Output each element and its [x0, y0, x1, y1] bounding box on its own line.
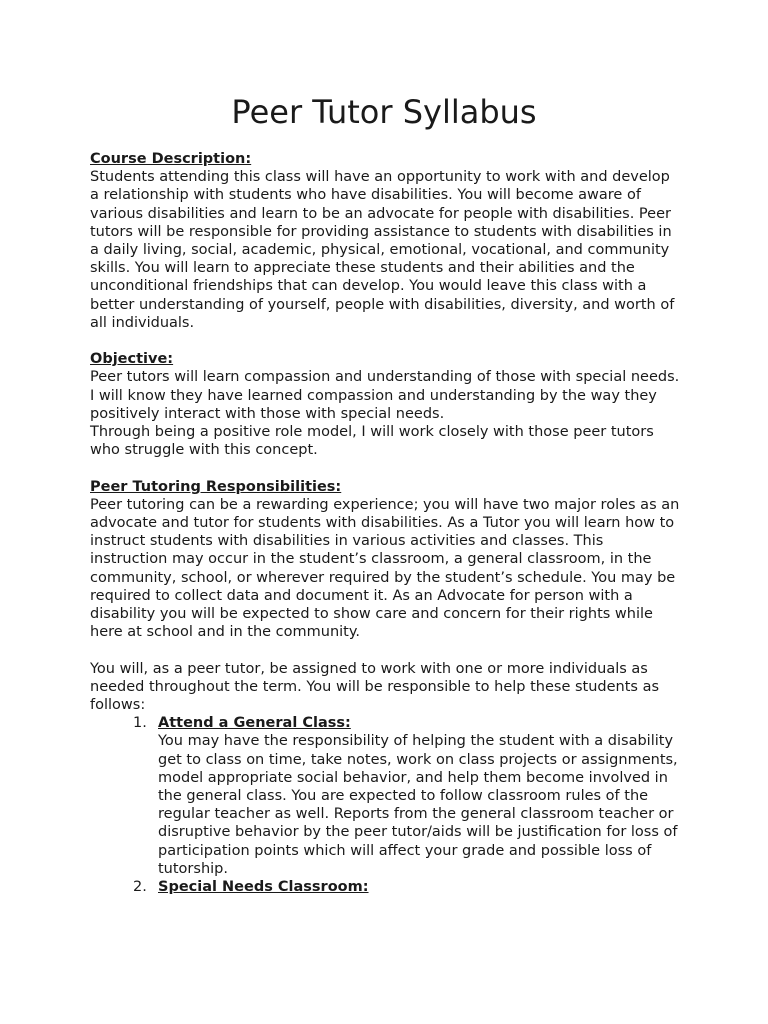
objective-heading: Objective: — [90, 351, 174, 368]
page-title: Peer Tutor Syllabus — [231, 93, 537, 131]
objective-line: I will know they have learned compassion and understanding by the way they positively interact with those with special needs. — [90, 387, 657, 422]
document-body — [90, 150, 682, 896]
list-item-heading: Special Needs Classroom: — [158, 879, 369, 896]
responsibilities-text: Peer tutoring can be a rewarding experience; you will have two major roles as an advocate and tutor for students with disabilities. As a Tutor you will learn how to instruct students with disabilities in various activities and classes. This instruction may occur in the student’s classroom, a general classroom, in the community, school, or wherever required by the student’s schedule. You may be required to collect data and document it. As an Advocate for person with a disability you will be expected to show care and concern for their rights while here at school and in the community. — [90, 496, 680, 641]
spacer — [90, 459, 682, 477]
responsibilities-heading: Peer Tutoring Responsibilities: — [90, 478, 342, 495]
objective-line: Through being a positive role model, I will work closely with those peer tutors who struggle with this concept. — [90, 424, 654, 459]
course-description-section — [90, 150, 682, 332]
list-item-text: You may have the responsibility of helping the student with a disability get to class on time, take notes, work on class projects or assignments, model appropriate social behavior, and help them become involved in the general class. You are expected to follow classroom rules of the regular teacher as well. Reports from the general classroom teacher or disruptive behavior by the peer tutor/aids will be justification for loss of participation points which will affect your grade and possible loss of tutorship. — [158, 733, 678, 877]
responsibilities-intro: You will, as a peer tutor, be assigned to work with one or more individuals as needed throughout the term. You will be responsible to help these students as follows: — [90, 660, 660, 714]
list-item — [90, 714, 682, 878]
course-description-text: Students attending this class will have an opportunity to work with and develop a relationship with students who have disabilities. You will become aware of various disabilities and learn to be an advocate for people with disabilities. Peer tutors will be responsible for providing assistance to students with disabilities in a daily living, social, academic, physical, emotional, vocational, and community skills. You will learn to appreciate these students and their abilities and the unconditional friendships that can develop. You would leave this class with a better understanding of yourself, people with disabilities, diversity, and worth of all individuals. — [90, 169, 675, 331]
list-item-number: 2. — [133, 879, 147, 896]
responsibilities-list — [90, 714, 682, 896]
spacer — [90, 332, 682, 350]
responsibilities-section — [90, 478, 682, 897]
objective-line: Peer tutors will learn compassion and understanding of those with special needs. — [90, 369, 680, 386]
course-description-heading: Course Description: — [90, 151, 252, 167]
objective-section — [90, 350, 682, 459]
list-item-number: 1. — [133, 715, 147, 732]
spacer — [90, 641, 682, 659]
list-item — [90, 878, 682, 896]
list-item-heading: Attend a General Class: — [158, 715, 351, 732]
